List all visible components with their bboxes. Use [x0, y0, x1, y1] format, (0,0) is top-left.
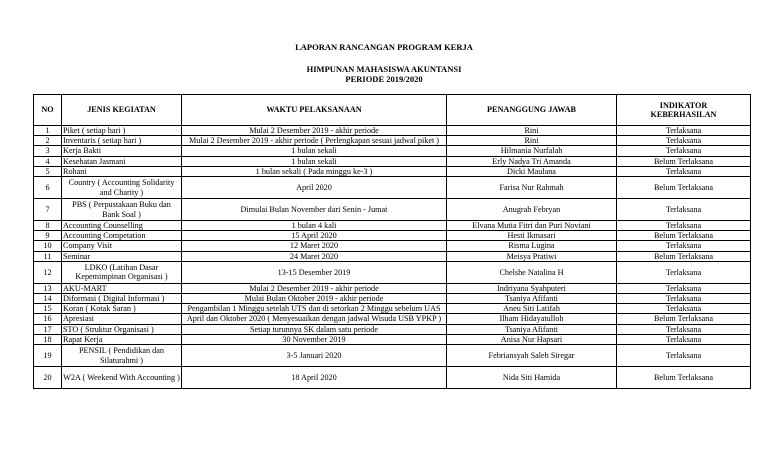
- row-jenis-kegiatan: LDKO (Latihan Dasar Kepemimpinan Organisasi ): [62, 261, 182, 283]
- row-indikator: Terlaksana: [617, 334, 751, 344]
- row-number: 10: [34, 241, 62, 251]
- table-row: [34, 166, 751, 176]
- table-row: [34, 261, 751, 283]
- table-row: [34, 177, 751, 199]
- row-penanggung-jawab: Meisya Pratiwi: [447, 251, 617, 261]
- table-row: [34, 221, 751, 231]
- row-number: 16: [34, 314, 62, 324]
- row-indikator: Belum Terlaksana: [617, 251, 751, 261]
- table-row: [34, 156, 751, 166]
- row-jenis-kegiatan: Rapat Kerja: [62, 334, 182, 344]
- row-number: 7: [34, 199, 62, 221]
- table-row: [34, 345, 751, 367]
- row-penanggung-jawab: Rini: [447, 136, 617, 146]
- row-penanggung-jawab: Indriyana Syahputeri: [447, 283, 617, 293]
- row-number: 2: [34, 136, 62, 146]
- row-waktu-pelaksanaan: Mulai 2 Desember 2019 - akhir periode ( Perlengkapan sesuai jadwal piket ): [182, 136, 447, 146]
- row-jenis-kegiatan: Accounting Competation: [62, 231, 182, 241]
- table-row: [34, 126, 751, 136]
- row-waktu-pelaksanaan: April dan Oktober 2020 ( Menyesuaikan dengan jadwal Wisuda USB YPKP ): [182, 314, 447, 324]
- row-number: 5: [34, 166, 62, 176]
- row-jenis-kegiatan: Seminar: [62, 251, 182, 261]
- row-indikator: Terlaksana: [617, 283, 751, 293]
- row-indikator: Belum Terlaksana: [617, 314, 751, 324]
- row-jenis-kegiatan: Country ( Accounting Solidarity and Charity ): [62, 177, 182, 199]
- report-title: LAPORAN RANCANGAN PROGRAM KERJA: [295, 42, 473, 52]
- row-indikator: Terlaksana: [617, 345, 751, 367]
- row-penanggung-jawab: Anugrah Febryan: [447, 199, 617, 221]
- row-jenis-kegiatan: Accounting Counselling: [62, 221, 182, 231]
- row-waktu-pelaksanaan: 1 bulan sekali ( Pada minggu ke-3 ): [182, 166, 447, 176]
- program-table: [33, 94, 751, 389]
- row-jenis-kegiatan: Kesehatan Jasmani: [62, 156, 182, 166]
- row-indikator: Terlaksana: [617, 324, 751, 334]
- row-jenis-kegiatan: Company Visit: [62, 241, 182, 251]
- row-waktu-pelaksanaan: 13-15 Desember 2019: [182, 261, 447, 283]
- row-number: 1: [34, 126, 62, 136]
- table-body: [34, 126, 751, 389]
- table-row: [34, 367, 751, 389]
- table-row: [34, 324, 751, 334]
- row-jenis-kegiatan: Rohani: [62, 166, 182, 176]
- row-penanggung-jawab: Tsaniya Afifanti: [447, 294, 617, 304]
- row-number: 9: [34, 231, 62, 241]
- row-penanggung-jawab: Hilmania Nurfalah: [447, 146, 617, 156]
- row-indikator: Terlaksana: [617, 199, 751, 221]
- row-number: 3: [34, 146, 62, 156]
- row-indikator: Terlaksana: [617, 294, 751, 304]
- row-number: 14: [34, 294, 62, 304]
- row-jenis-kegiatan: PENSIL ( Pendidikan dan Silaturahmi ): [62, 345, 182, 367]
- row-indikator: Terlaksana: [617, 241, 751, 251]
- row-jenis-kegiatan: STO ( Struktur Organisasi ): [62, 324, 182, 334]
- row-penanggung-jawab: Risma Lugina: [447, 241, 617, 251]
- row-jenis-kegiatan: AKU-MART: [62, 283, 182, 293]
- row-penanggung-jawab: Chelshe Natalina H: [447, 261, 617, 283]
- row-penanggung-jawab: Rini: [447, 126, 617, 136]
- header-penanggung-jawab: PENANGGUNG JAWAB: [447, 95, 617, 126]
- row-number: 12: [34, 261, 62, 283]
- row-waktu-pelaksanaan: Setiap turunnya SK dalam satu periode: [182, 324, 447, 334]
- organization-title: HIMPUNAN MAHASISWA AKUNTANSI: [306, 64, 462, 74]
- header-jenis-kegiatan: JENIS KEGIATAN: [62, 95, 182, 126]
- header-no: NO: [34, 95, 62, 126]
- row-waktu-pelaksanaan: 1 bulan sekali: [182, 156, 447, 166]
- row-number: 18: [34, 334, 62, 344]
- row-number: 17: [34, 324, 62, 334]
- row-waktu-pelaksanaan: Mulai Bulan Oktober 2019 - akhir periode: [182, 294, 447, 304]
- row-penanggung-jawab: Aneu Siti Latifah: [447, 304, 617, 314]
- row-indikator: Belum Terlaksana: [617, 231, 751, 241]
- row-penanggung-jawab: Anisa Nur Hapsari: [447, 334, 617, 344]
- table-row: [34, 314, 751, 324]
- row-penanggung-jawab: Febriansyah Saleh Siregar: [447, 345, 617, 367]
- table-row: [34, 241, 751, 251]
- row-jenis-kegiatan: Inventaris ( setiap hari ): [62, 136, 182, 146]
- row-waktu-pelaksanaan: Mulai 2 Desember 2019 - akhir periode: [182, 126, 447, 136]
- header-waktu-pelaksanaan: WAKTU PELAKSANAAN: [182, 95, 447, 126]
- row-number: 8: [34, 221, 62, 231]
- row-jenis-kegiatan: Kerja Bakti: [62, 146, 182, 156]
- row-waktu-pelaksanaan: 3-5 Januari 2020: [182, 345, 447, 367]
- row-penanggung-jawab: Tsaniya Afifanti: [447, 324, 617, 334]
- header-indikator-line2: KEBERHASILAN: [650, 110, 717, 119]
- row-penanggung-jawab: Dicki Maulana: [447, 166, 617, 176]
- row-waktu-pelaksanaan: 12 Maret 2020: [182, 241, 447, 251]
- row-penanggung-jawab: Erly Nadya Tri Amanda: [447, 156, 617, 166]
- table-row: [34, 136, 751, 146]
- row-waktu-pelaksanaan: Mulai 2 Desember 2019 - akhir periode: [182, 283, 447, 293]
- header-indikator-line1: INDIKATOR: [659, 100, 708, 110]
- row-waktu-pelaksanaan: 30 November 2019: [182, 334, 447, 344]
- row-waktu-pelaksanaan: 1 bulan 4 kali: [182, 221, 447, 231]
- row-number: 20: [34, 367, 62, 389]
- table-row: [34, 294, 751, 304]
- row-indikator: Terlaksana: [617, 261, 751, 283]
- row-indikator: Belum Terlaksana: [617, 367, 751, 389]
- row-jenis-kegiatan: W2A ( Weekend With Accounting ): [62, 367, 182, 389]
- row-waktu-pelaksanaan: 24 Maret 2020: [182, 251, 447, 261]
- table-row: [34, 283, 751, 293]
- row-penanggung-jawab: Nida Siti Hamida: [447, 367, 617, 389]
- row-number: 11: [34, 251, 62, 261]
- table-row: [34, 199, 751, 221]
- table-row: [34, 304, 751, 314]
- row-waktu-pelaksanaan: Pengambilan 1 Minggu setelah UTS dan di setorkan 2 Minggu sebelum UAS: [182, 304, 447, 314]
- row-waktu-pelaksanaan: 15 April 2020: [182, 231, 447, 241]
- row-indikator: Terlaksana: [617, 146, 751, 156]
- row-jenis-kegiatan: Koran ( Kotak Saran ): [62, 304, 182, 314]
- row-indikator: Terlaksana: [617, 126, 751, 136]
- row-indikator: Terlaksana: [617, 166, 751, 176]
- table-row: [34, 251, 751, 261]
- row-indikator: Belum Terlaksana: [617, 177, 751, 199]
- row-jenis-kegiatan: Diformasi ( Digital Informasi ): [62, 294, 182, 304]
- row-jenis-kegiatan: PBS ( Perpustakaan Buku dan Bank Soal ): [62, 199, 182, 221]
- row-number: 13: [34, 283, 62, 293]
- row-number: 6: [34, 177, 62, 199]
- row-waktu-pelaksanaan: Dimulai Bulan November dari Senin - Jumat: [182, 199, 447, 221]
- row-waktu-pelaksanaan: 18 April 2020: [182, 367, 447, 389]
- row-number: 15: [34, 304, 62, 314]
- row-indikator: Belum Terlaksana: [617, 156, 751, 166]
- header-indikator-keberhasilan: [617, 95, 751, 126]
- row-penanggung-jawab: Farisa Nur Rahmah: [447, 177, 617, 199]
- table-header-row: [34, 95, 751, 126]
- row-indikator: Terlaksana: [617, 304, 751, 314]
- table-row: [34, 334, 751, 344]
- table-row: [34, 146, 751, 156]
- row-waktu-pelaksanaan: 1 bulan sekali: [182, 146, 447, 156]
- row-jenis-kegiatan: Piket ( setiap hari ): [62, 126, 182, 136]
- row-penanggung-jawab: Ilham Hidayatulloh: [447, 314, 617, 324]
- row-indikator: Terlaksana: [617, 136, 751, 146]
- row-indikator: Terlaksana: [617, 221, 751, 231]
- row-penanggung-jawab: Hesti Ikmasari: [447, 231, 617, 241]
- row-waktu-pelaksanaan: April 2020: [182, 177, 447, 199]
- row-number: 4: [34, 156, 62, 166]
- row-jenis-kegiatan: Apresiasi: [62, 314, 182, 324]
- row-number: 19: [34, 345, 62, 367]
- period-title: PERIODE 2019/2020: [345, 74, 423, 84]
- table-row: [34, 231, 751, 241]
- row-penanggung-jawab: Elvana Mutia Fitri dan Puri Noviani: [447, 221, 617, 231]
